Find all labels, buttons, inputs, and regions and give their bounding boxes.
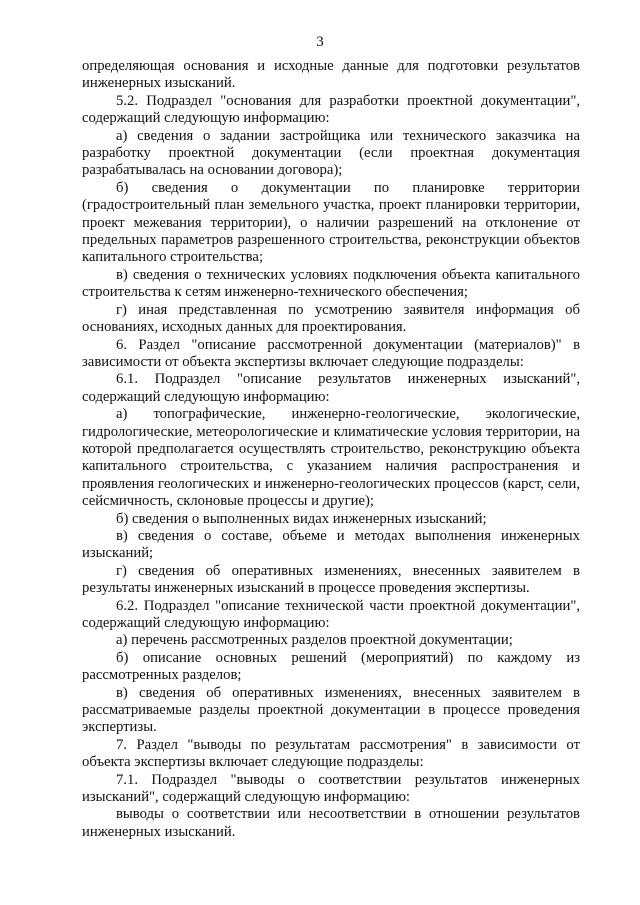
- document-body: [82, 58, 580, 841]
- paragraph-6-1-heading: 6.1. Подраздел "описание результатов инженерных изысканий", содержащий следующую информацию:: [82, 371, 580, 405]
- paragraph-6-heading: 6. Раздел "описание рассмотренной документации (материалов)" в зависимости от объекта экспертизы включает следующие подразделы:: [82, 336, 580, 370]
- paragraph-5-2-b: б) сведения о документации по планировке территории (градостроительный план земельного участка, проект планировки территории, проект межевания территории), о наличии разрешений на отклонение от предельных параметров разрешенного строительства, реконструкции объектов капитального строительства;: [82, 179, 580, 266]
- paragraph-6-1-b: б) сведения о выполненных видах инженерных изысканий;: [116, 510, 487, 527]
- page-number: 3: [316, 34, 324, 50]
- paragraph-6-2-a: а) перечень рассмотренных разделов проектной документации;: [116, 632, 513, 649]
- paragraph-5-2-a: а) сведения о задании застройщика или технического заказчика на разработку проектной документации (если проектная документация разрабатывалась на основании договора);: [82, 127, 580, 179]
- paragraph-7-1-heading: 7.1. Подраздел "выводы о соответствии результатов инженерных изысканий", содержащий следующую информацию:: [82, 771, 580, 806]
- paragraph-6-1-a: а) топографические, инженерно-геологические, экологические, гидрологические, метеорологические и климатические условия территории, на которой предполагается осуществлять строительство, реконструкцию объекта капитального строительства, с указанием наличия распространения и проявления геологических и инженерно-геологических процессов (карст, сели, сейсмичность, склоновые процессы и другие);: [82, 406, 580, 510]
- paragraph-6-1-g: г) сведения об оперативных изменениях, внесенных заявителем в результаты инженерных изысканий в процессе проведения экспертизы.: [82, 562, 580, 597]
- paragraph-6-1-v: в) сведения о составе, объеме и методах выполнения инженерных изысканий;: [82, 527, 580, 562]
- paragraph-5-2-v: в) сведения о технических условиях подключения объекта капитального строительства к сетям инженерно-технического обеспечения;: [82, 266, 580, 301]
- paragraph-6-2-heading: 6.2. Подраздел "описание технической части проектной документации", содержащий следующую информацию:: [82, 597, 580, 631]
- paragraph-6-2-v: в) сведения об оперативных изменениях, внесенных заявителем в рассматриваемые разделы проектной документации в процессе проведения экспертизы.: [82, 684, 580, 736]
- paragraph-6-2-b: б) описание основных решений (мероприятий) по каждому из рассмотренных разделов;: [82, 649, 580, 684]
- paragraph-5-2-heading: 5.2. Подраздел "основания для разработки проектной документации", содержащий следующую информацию:: [82, 92, 580, 127]
- paragraph-7-1-body: выводы о соответствии или несоответствии в отношении результатов инженерных изысканий.: [82, 806, 580, 840]
- paragraph-continuation: определяющая основания и исходные данные для подготовки результатов инженерных изысканий.: [82, 58, 580, 92]
- paragraph-7-heading: 7. Раздел "выводы по результатам рассмотрения" в зависимости от объекта экспертизы включает следующие подразделы:: [82, 736, 580, 771]
- paragraph-5-2-g: г) иная представленная по усмотрению заявителя информация об основаниях, исходных данных для проектирования.: [82, 301, 580, 336]
